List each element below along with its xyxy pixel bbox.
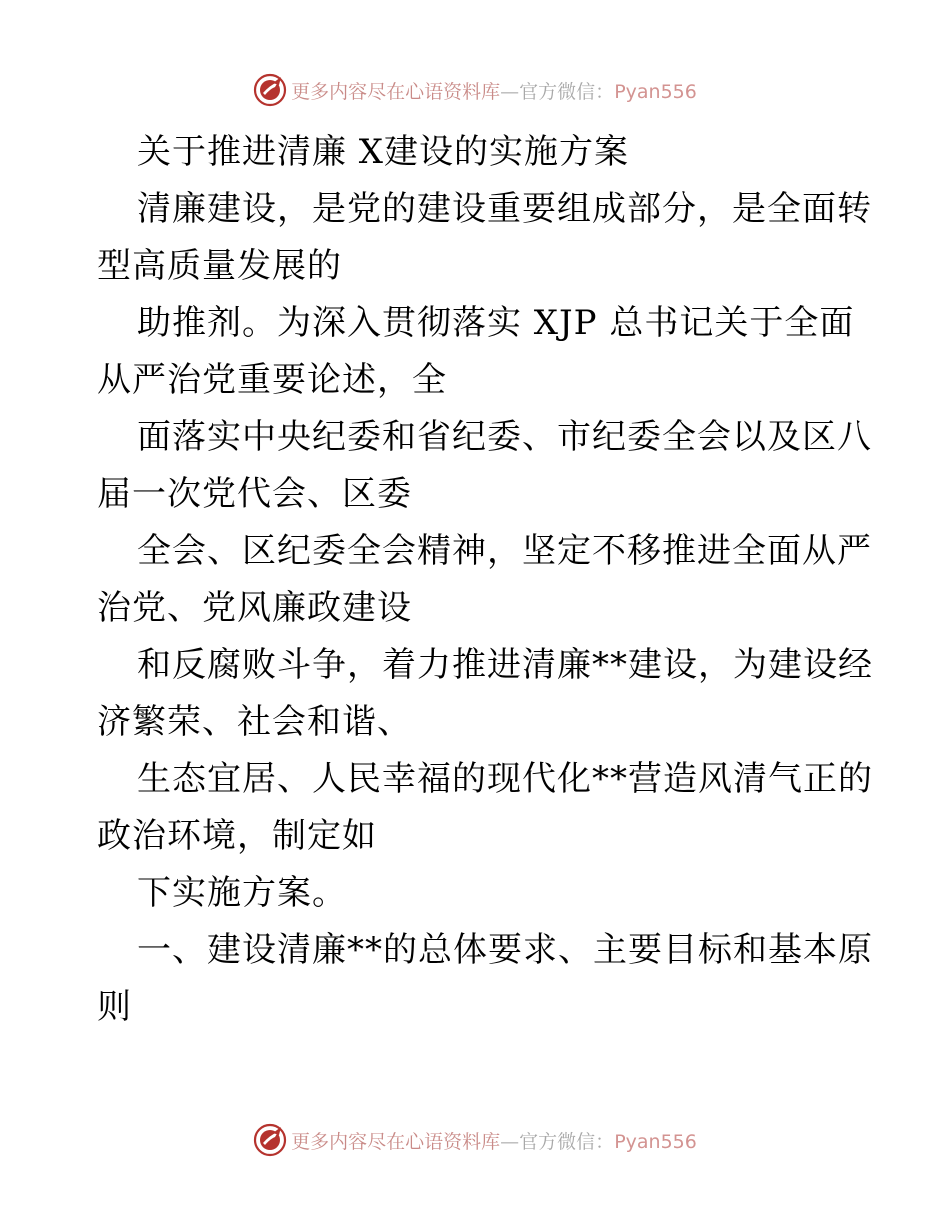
paragraph-line: 从严治党重要论述，全: [97, 360, 447, 400]
paragraph-line: 下实施方案。: [137, 873, 347, 913]
watermark-wechat-id: Pyan556: [614, 80, 697, 103]
footer-watermark: [0, 1120, 950, 1160]
section-heading-continued: 则: [97, 987, 132, 1027]
paragraph-line: 面落实中央纪委和省纪委、市纪委全会以及区八: [137, 417, 872, 457]
watermark-main-text: 更多内容尽在心语资料库: [291, 1130, 501, 1153]
document-title: 关于推进清廉 X建设的实施方案: [137, 132, 630, 172]
book-pen-logo-icon: [253, 1123, 287, 1157]
watermark-wechat-id: Pyan556: [614, 1130, 697, 1153]
paragraph-line: 生态宜居、人民幸福的现代化**营造风清气正的: [137, 759, 873, 799]
watermark-main-text: 更多内容尽在心语资料库: [291, 80, 501, 103]
paragraph-line: 全会、区纪委全会精神，坚定不移推进全面从严: [137, 531, 872, 571]
paragraph-line: 助推剂。为深入贯彻落实 XJP 总书记关于全面: [137, 303, 855, 343]
paragraph-line: 清廉建设，是党的建设重要组成部分，是全面转: [137, 189, 872, 229]
book-pen-logo-icon: [253, 73, 287, 107]
paragraph-line: 和反腐败斗争，着力推进清廉**建设，为建设经: [137, 645, 873, 685]
watermark-dash: —: [500, 1130, 520, 1153]
watermark-dash: —: [500, 80, 520, 103]
paragraph-line: 济繁荣、社会和谐、: [97, 702, 412, 742]
paragraph-line: 型高质量发展的: [97, 246, 342, 286]
document-body: [97, 124, 873, 1036]
watermark-official-label: 官方微信：: [519, 1130, 615, 1153]
section-heading: 一、建设清廉**的总体要求、主要目标和基本原: [137, 930, 873, 970]
paragraph-line: 届一次党代会、区委: [97, 474, 412, 514]
header-watermark: [0, 70, 950, 110]
paragraph-line: 治党、党风廉政建设: [97, 588, 412, 628]
watermark-official-label: 官方微信：: [519, 80, 615, 103]
paragraph-line: 政治环境，制定如: [97, 816, 377, 856]
